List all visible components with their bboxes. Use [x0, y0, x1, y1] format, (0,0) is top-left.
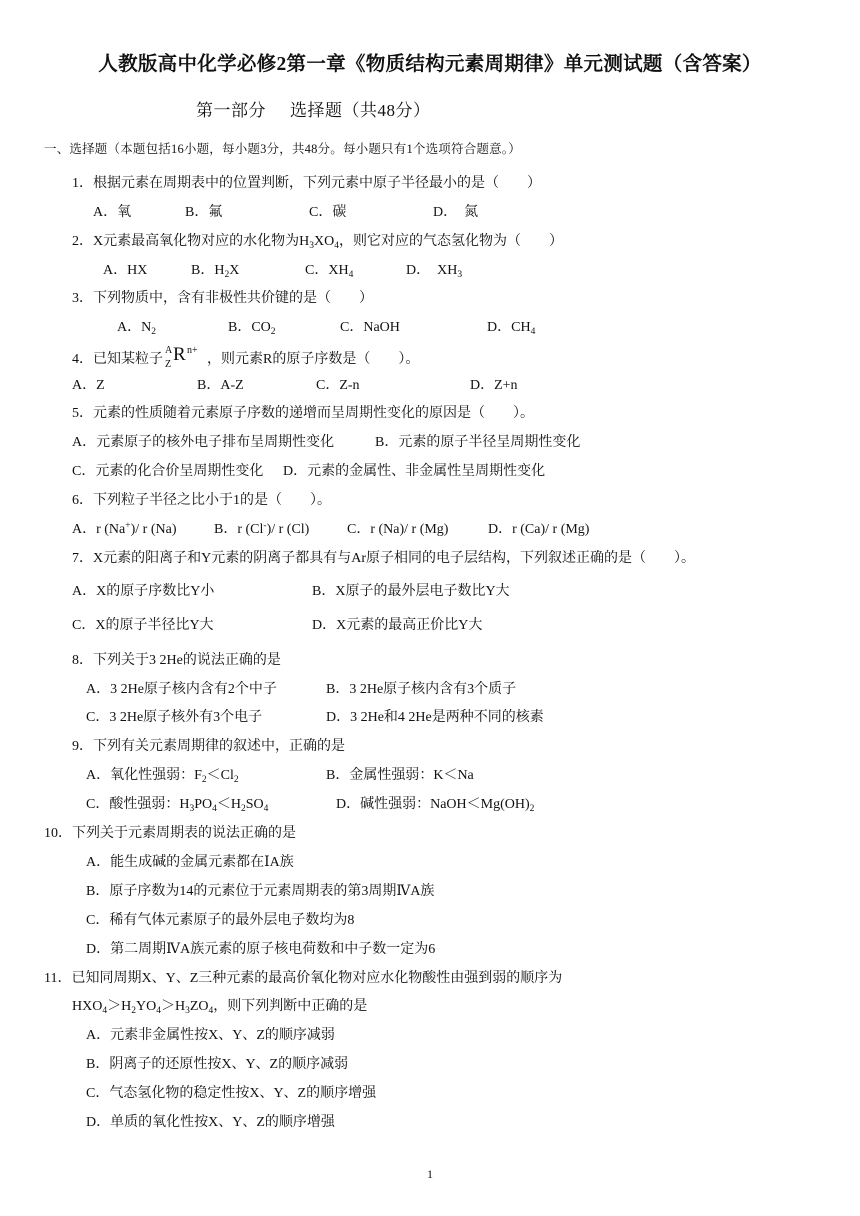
question-1-option-a: A．氧 — [93, 205, 132, 220]
question-10-stem: 10．下列关于元素周期表的说法正确的是 — [44, 826, 296, 841]
question-7-option-d: D．X元素的最高正价比Y大 — [312, 618, 483, 633]
question-3-option-d: D．$CH_4$ — [487, 320, 536, 337]
question-4-option-c: C．Z-n — [316, 378, 360, 393]
question-7-option-a: A．X的原子序数比Y小 — [72, 584, 215, 599]
question-3-option-c: C．NaOH — [340, 320, 400, 335]
instructions: 一、选择题（本题包括16小题，每小题3分，共48分。每小题只有1个选项符合题意。） — [44, 142, 521, 156]
section-label: 第一部分 — [196, 101, 266, 120]
question-6-option-c: C．r (Na)/ r (Mg) — [347, 522, 449, 537]
question-11-stem: 11．已知同周期X、Y、Z三种元素的最高价氧化物对应水化物酸性由强到弱的顺序为 — [44, 971, 563, 986]
question-3-option-b: B．$CO_2$ — [228, 320, 276, 337]
question-2-option-a: A．HX — [103, 263, 148, 278]
question-5-option-b: B．元素的原子半径呈周期性变化 — [375, 435, 581, 450]
section-heading — [196, 96, 431, 121]
question-11-option-d: D．单质的氧化性按X、Y、Z的顺序增强 — [86, 1115, 335, 1130]
question-3-stem: 3．下列物质中，含有非极性共价键的是（ ） — [72, 291, 373, 306]
question-6-option-a: A．r (Na+)/ r (Na) — [72, 521, 177, 537]
question-8-option-a: A．3 2He原子核内含有2个中子 — [86, 682, 277, 697]
question-1-option-d: D． 氮 — [433, 205, 479, 220]
document-title: 人教版高中化学必修2第一章《物质结构元素周期律》单元测试题（含答案） — [98, 54, 762, 75]
question-9-stem: 9．下列有关元素周期律的叙述中，正确的是 — [72, 739, 345, 754]
question-11-option-b: B．阴离子的还原性按X、Y、Z的顺序减弱 — [86, 1057, 349, 1072]
question-6-option-d: D．r (Ca)/ r (Mg) — [488, 522, 590, 537]
question-2-option-b: B．$H_2X$ — [191, 263, 240, 280]
question-7-option-b: B．X原子的最外层电子数比Y大 — [312, 584, 510, 599]
question-9-option-c: C．酸性强弱：$H_3PO_4<H_2SO_4$ — [86, 797, 269, 814]
question-5-stem: 5．元素的性质随着元素原子序数的递增而呈周期性变化的原因是（ ）。 — [72, 406, 534, 421]
question-9-option-a: A．氧化性强弱：$F_2<Cl_2$ — [86, 768, 239, 785]
question-10-option-a: A．能生成碱的金属元素都在ⅠA族 — [86, 855, 294, 870]
question-8-stem: 8．下列关于3 2He的说法正确的是 — [72, 653, 281, 668]
question-11-stem-line-2: $HXO_4>H_2YO_4>H_3ZO_4$，则下列判断中正确的是 — [72, 999, 368, 1016]
question-8-option-d: D．3 2He和4 2He是两种不同的核素 — [326, 710, 544, 725]
question-4-option-d: D．Z+n — [470, 378, 518, 393]
question-7-option-c: C．X的原子半径比Y大 — [72, 618, 214, 633]
question-8-option-b: B．3 2He原子核内含有3个质子 — [326, 682, 517, 697]
page-number: 1 — [427, 1167, 433, 1181]
nuclide-symbol: A Z R n+ — [165, 344, 198, 370]
question-11-option-c: C．气态氢化物的稳定性按X、Y、Z的顺序增强 — [86, 1086, 377, 1101]
question-1-option-c: C．碳 — [309, 205, 347, 220]
question-2-option-d: D． $XH_3$ — [406, 263, 463, 280]
question-10-option-d: D．第二周期ⅣA族元素的原子核电荷数和中子数一定为6 — [86, 942, 436, 957]
question-11-option-a: A．元素非金属性按X、Y、Z的顺序减弱 — [86, 1028, 335, 1043]
question-1-option-b: B．氟 — [185, 205, 223, 220]
question-2-stem: 2．X元素最高氧化物对应的水化物为$H_3XO_4$，则它对应的气态氢化物为（ ） — [72, 234, 563, 251]
question-6-stem: 6．下列粒子半径之比小于1的是（ ）。 — [72, 493, 331, 508]
question-4-option-a: A．Z — [72, 378, 105, 393]
question-6-option-b: B．r (Cl-)/ r (Cl) — [214, 521, 310, 537]
question-9-option-b: B．金属性强弱：K＜Na — [326, 768, 474, 783]
question-9-option-d: D．碱性强弱：$NaOH<Mg(OH)_2$ — [336, 797, 535, 814]
question-4-option-b: B．A-Z — [197, 378, 244, 393]
question-4-stem: 4．已知某粒子 A Z R n+ ，则元素R的原子序数是（ ）。 — [72, 344, 420, 370]
question-8-option-c: C．3 2He原子核外有3个电子 — [86, 710, 263, 725]
question-5-option-a: A．元素原子的核外电子排布呈周期性变化 — [72, 435, 335, 450]
question-3-option-a: A．$N_2$ — [117, 320, 156, 337]
question-2-option-c: C．$XH_4$ — [305, 263, 354, 280]
question-10-option-b: B．原子序数为14的元素位于元素周期表的第3周期ⅣA族 — [86, 884, 435, 899]
question-10-option-c: C．稀有气体元素原子的最外层电子数均为8 — [86, 913, 355, 928]
question-1-stem: 1．根据元素在周期表中的位置判断，下列元素中原子半径最小的是（ ） — [72, 176, 541, 191]
question-7-stem: 7．X元素的阳离子和Y元素的阴离子都具有与Ar原子相同的电子层结构，下列叙述正确的是（ ）。 — [72, 551, 695, 566]
section-name: 选择题（共48分） — [290, 101, 431, 120]
question-5-option-d: D．元素的金属性、非金属性呈周期性变化 — [283, 464, 546, 479]
question-5-option-c: C．元素的化合价呈周期性变化 — [72, 464, 264, 479]
